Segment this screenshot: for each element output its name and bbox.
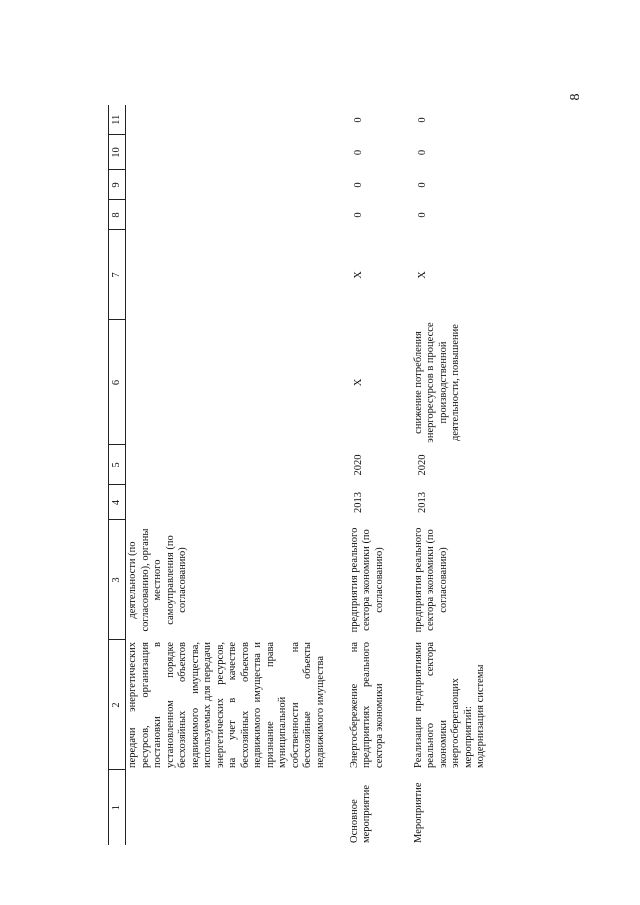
cell-end-year: 2020 bbox=[416, 454, 428, 476]
cell-value bbox=[126, 135, 348, 170]
cell-value bbox=[126, 200, 348, 230]
cell-value: 0 bbox=[352, 117, 364, 123]
cell-description: Энергосбережение на предприятиях реального сектора экономики bbox=[348, 642, 385, 768]
header-cell: 11 bbox=[109, 105, 126, 135]
cell-result: снижение потребления энергоресурсов в процессе производственной деятельности, повышение bbox=[412, 322, 461, 443]
header-cell: 3 bbox=[109, 520, 126, 640]
table-row bbox=[412, 105, 489, 845]
cell-indicator: Х bbox=[352, 271, 364, 279]
header-cell: 8 bbox=[109, 200, 126, 230]
cell-indicator: Х bbox=[416, 271, 428, 279]
cell-value: 0 bbox=[416, 212, 428, 218]
cell-value: 0 bbox=[352, 212, 364, 218]
header-cell: 7 bbox=[109, 230, 126, 320]
cell-executor: предприятия реального сектора экономики (по согласованию) bbox=[348, 527, 385, 633]
cell-description: передачи энергетических ресурсов, организация постановки в установленном порядке бесхозяйных объектов недвижимого имущества, используемых для передачи энергетических ресурсов, на учет в качестве бесхозяйных объектов недвижимого имущества и признание права муниципальной собственности на бесхозяйные объекты недвижимого имущества bbox=[127, 642, 326, 768]
cell-value: 0 bbox=[416, 149, 428, 156]
cell-value bbox=[126, 105, 348, 135]
measures-table bbox=[108, 105, 489, 845]
cell-type: Мероприятие bbox=[412, 782, 424, 843]
cell-type: Основное мероприятие bbox=[348, 785, 372, 843]
header-cell: 4 bbox=[109, 485, 126, 520]
cell-value: 0 bbox=[416, 117, 428, 123]
cell-start-year bbox=[126, 485, 348, 520]
cell-result bbox=[126, 320, 348, 445]
cell-value: 0 bbox=[352, 182, 364, 188]
header-cell: 5 bbox=[109, 445, 126, 485]
cell-indicator bbox=[126, 230, 348, 320]
cell-value: 0 bbox=[352, 149, 364, 156]
header-cell: 2 bbox=[109, 640, 126, 770]
page-number: 8 bbox=[568, 93, 583, 101]
cell-end-year bbox=[126, 445, 348, 485]
header-cell: 1 bbox=[109, 770, 126, 845]
table-row bbox=[348, 105, 412, 845]
cell-value: 0 bbox=[416, 182, 428, 188]
header-row bbox=[109, 105, 126, 845]
cell-end-year: 2020 bbox=[352, 454, 364, 476]
cell-executor: деятельности (по согласованию), органы местного самоуправления (по согласованию) bbox=[127, 528, 188, 632]
cell-executor: предприятия реального сектора экономики (по согласованию) bbox=[412, 527, 449, 633]
cell-type bbox=[126, 770, 348, 845]
header-cell: 10 bbox=[109, 135, 126, 170]
cell-result: Х bbox=[352, 378, 364, 387]
cell-start-year: 2013 bbox=[416, 492, 428, 513]
cell-start-year: 2013 bbox=[352, 492, 364, 513]
header-cell: 6 bbox=[109, 320, 126, 445]
cell-description: Реализация предприятиями реального сектора экономики энергосберегающих мероприятий: модернизация системы bbox=[412, 642, 486, 768]
table-row bbox=[126, 105, 348, 845]
cell-value bbox=[126, 170, 348, 200]
header-cell: 9 bbox=[109, 170, 126, 200]
